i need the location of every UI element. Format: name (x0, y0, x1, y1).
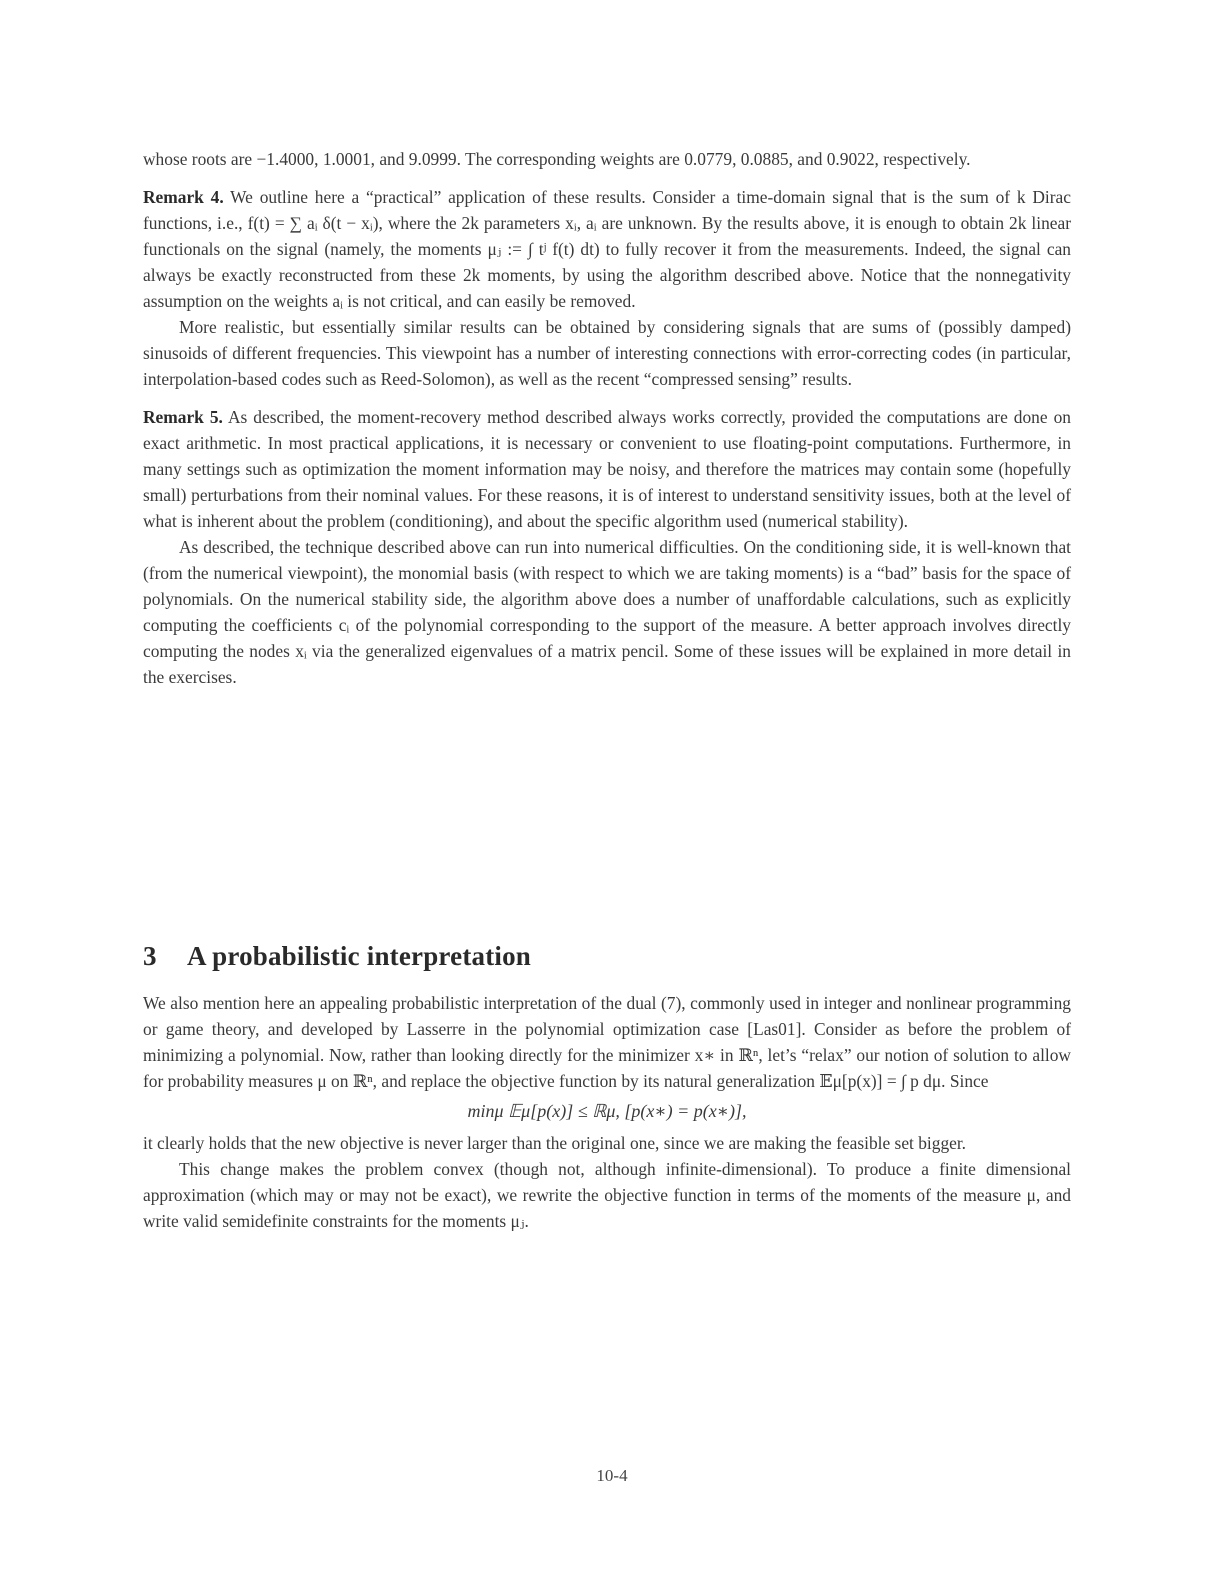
remark-5 (143, 404, 1071, 534)
section-heading (143, 938, 1071, 974)
paragraph-feasible-set: it clearly holds that the new objective is never larger than the original one, since we are making the feasible set bigger. (143, 1133, 967, 1153)
section-title-text: A probabilistic interpretation (187, 941, 532, 971)
remark-5-label: Remark 5. (143, 407, 223, 427)
remark-4-text: We outline here a “practical” application of these results. Consider a time-domain signal that is the sum of k Dirac functions, i.e., f(t) = ∑ aᵢ δ(t − xᵢ), where the 2k parameters xᵢ, aᵢ are unknown. By the results above, it is enough to obtain 2k linear functionals on the signal (namely, the moments μⱼ := ∫ tʲ f(t) dt) to fully recover it from the measurements. Indeed, the signal can always be exactly reconstructed from these 2k moments, by using the algorithm described above. Notice that the nonnegativity assumption on the weights aᵢ is not critical, and can easily be removed. (143, 187, 1071, 311)
paragraph-roots-weights: whose roots are −1.4000, 1.0001, and 9.0999. The corresponding weights are 0.0779, 0.0885, and 0.9022, respectively. (143, 149, 971, 169)
section-number: 3 (143, 941, 157, 971)
remark-4 (143, 184, 1071, 314)
page-number: 10-4 (596, 1466, 628, 1485)
section-title (143, 938, 1071, 974)
paragraph-numerical-difficulties: As described, the technique described above can run into numerical difficulties. On the conditioning side, it is well-known that (from the numerical viewpoint), the monomial basis (with respect to which we are taking moments) is a “bad” basis for the space of polynomials. On the numerical stability side, the algorithm above does a number of unaffordable calculations, such as explicitly computing the coefficients cᵢ of the polynomial corresponding to the support of the measure. A better approach involves directly computing the nodes xᵢ via the generalized eigenvalues of a matrix pencil. Some of these issues will be explained in more detail in the exercises. (143, 537, 1071, 687)
paragraph-moments: This change makes the problem convex (though not, although infinite-dimensional). To produce a finite dimensional approximation (which may or may not be exact), we rewrite the objective function in terms of the moments of the measure μ, and write valid semidefinite constraints for the moments μⱼ. (143, 1159, 1071, 1231)
paragraph-sinusoids: More realistic, but essentially similar results can be obtained by considering signals that are sums of (possibly damped) sinusoids of different frequencies. This viewpoint has a number of interesting connections with error-correcting codes (in particular, interpolation-based codes such as Reed-Solomon), as well as the recent “compressed sensing” results. (143, 317, 1071, 389)
body-column (143, 146, 1071, 690)
remark-5-text: As described, the moment-recovery method described always works correctly, provided the computations are done on exact arithmetic. In most practical applications, it is necessary or convenient to use floating-point computations. Furthermore, in many settings such as optimization the moment information may be noisy, and therefore the matrices may contain some (hopefully small) perturbations from their nominal values. For these reasons, it is of interest to understand sensitivity issues, both at the level of what is inherent about the problem (conditioning), and about the specific algorithm used (numerical stability). (143, 407, 1071, 531)
display-equation: minμ 𝔼μ[p(x)] ≤ ℝμ, [p(x∗) = p(x∗)], (467, 1101, 747, 1121)
paragraph-probabilistic: We also mention here an appealing probabilistic interpretation of the dual (7), commonly used in integer and nonlinear programming or game theory, and developed by Lasserre in the polynomial optimization case [Las01]. Consider as before the problem of minimizing a polynomial. Now, rather than looking directly for the minimizer x∗ in ℝⁿ, let’s “relax” our notion of solution to allow for probability measures μ on ℝⁿ, and replace the objective function by its natural generalization 𝔼μ[p(x)] = ∫ p dμ. Since (143, 993, 1071, 1091)
section-body (143, 990, 1071, 1234)
remark-4-label: Remark 4. (143, 187, 224, 207)
